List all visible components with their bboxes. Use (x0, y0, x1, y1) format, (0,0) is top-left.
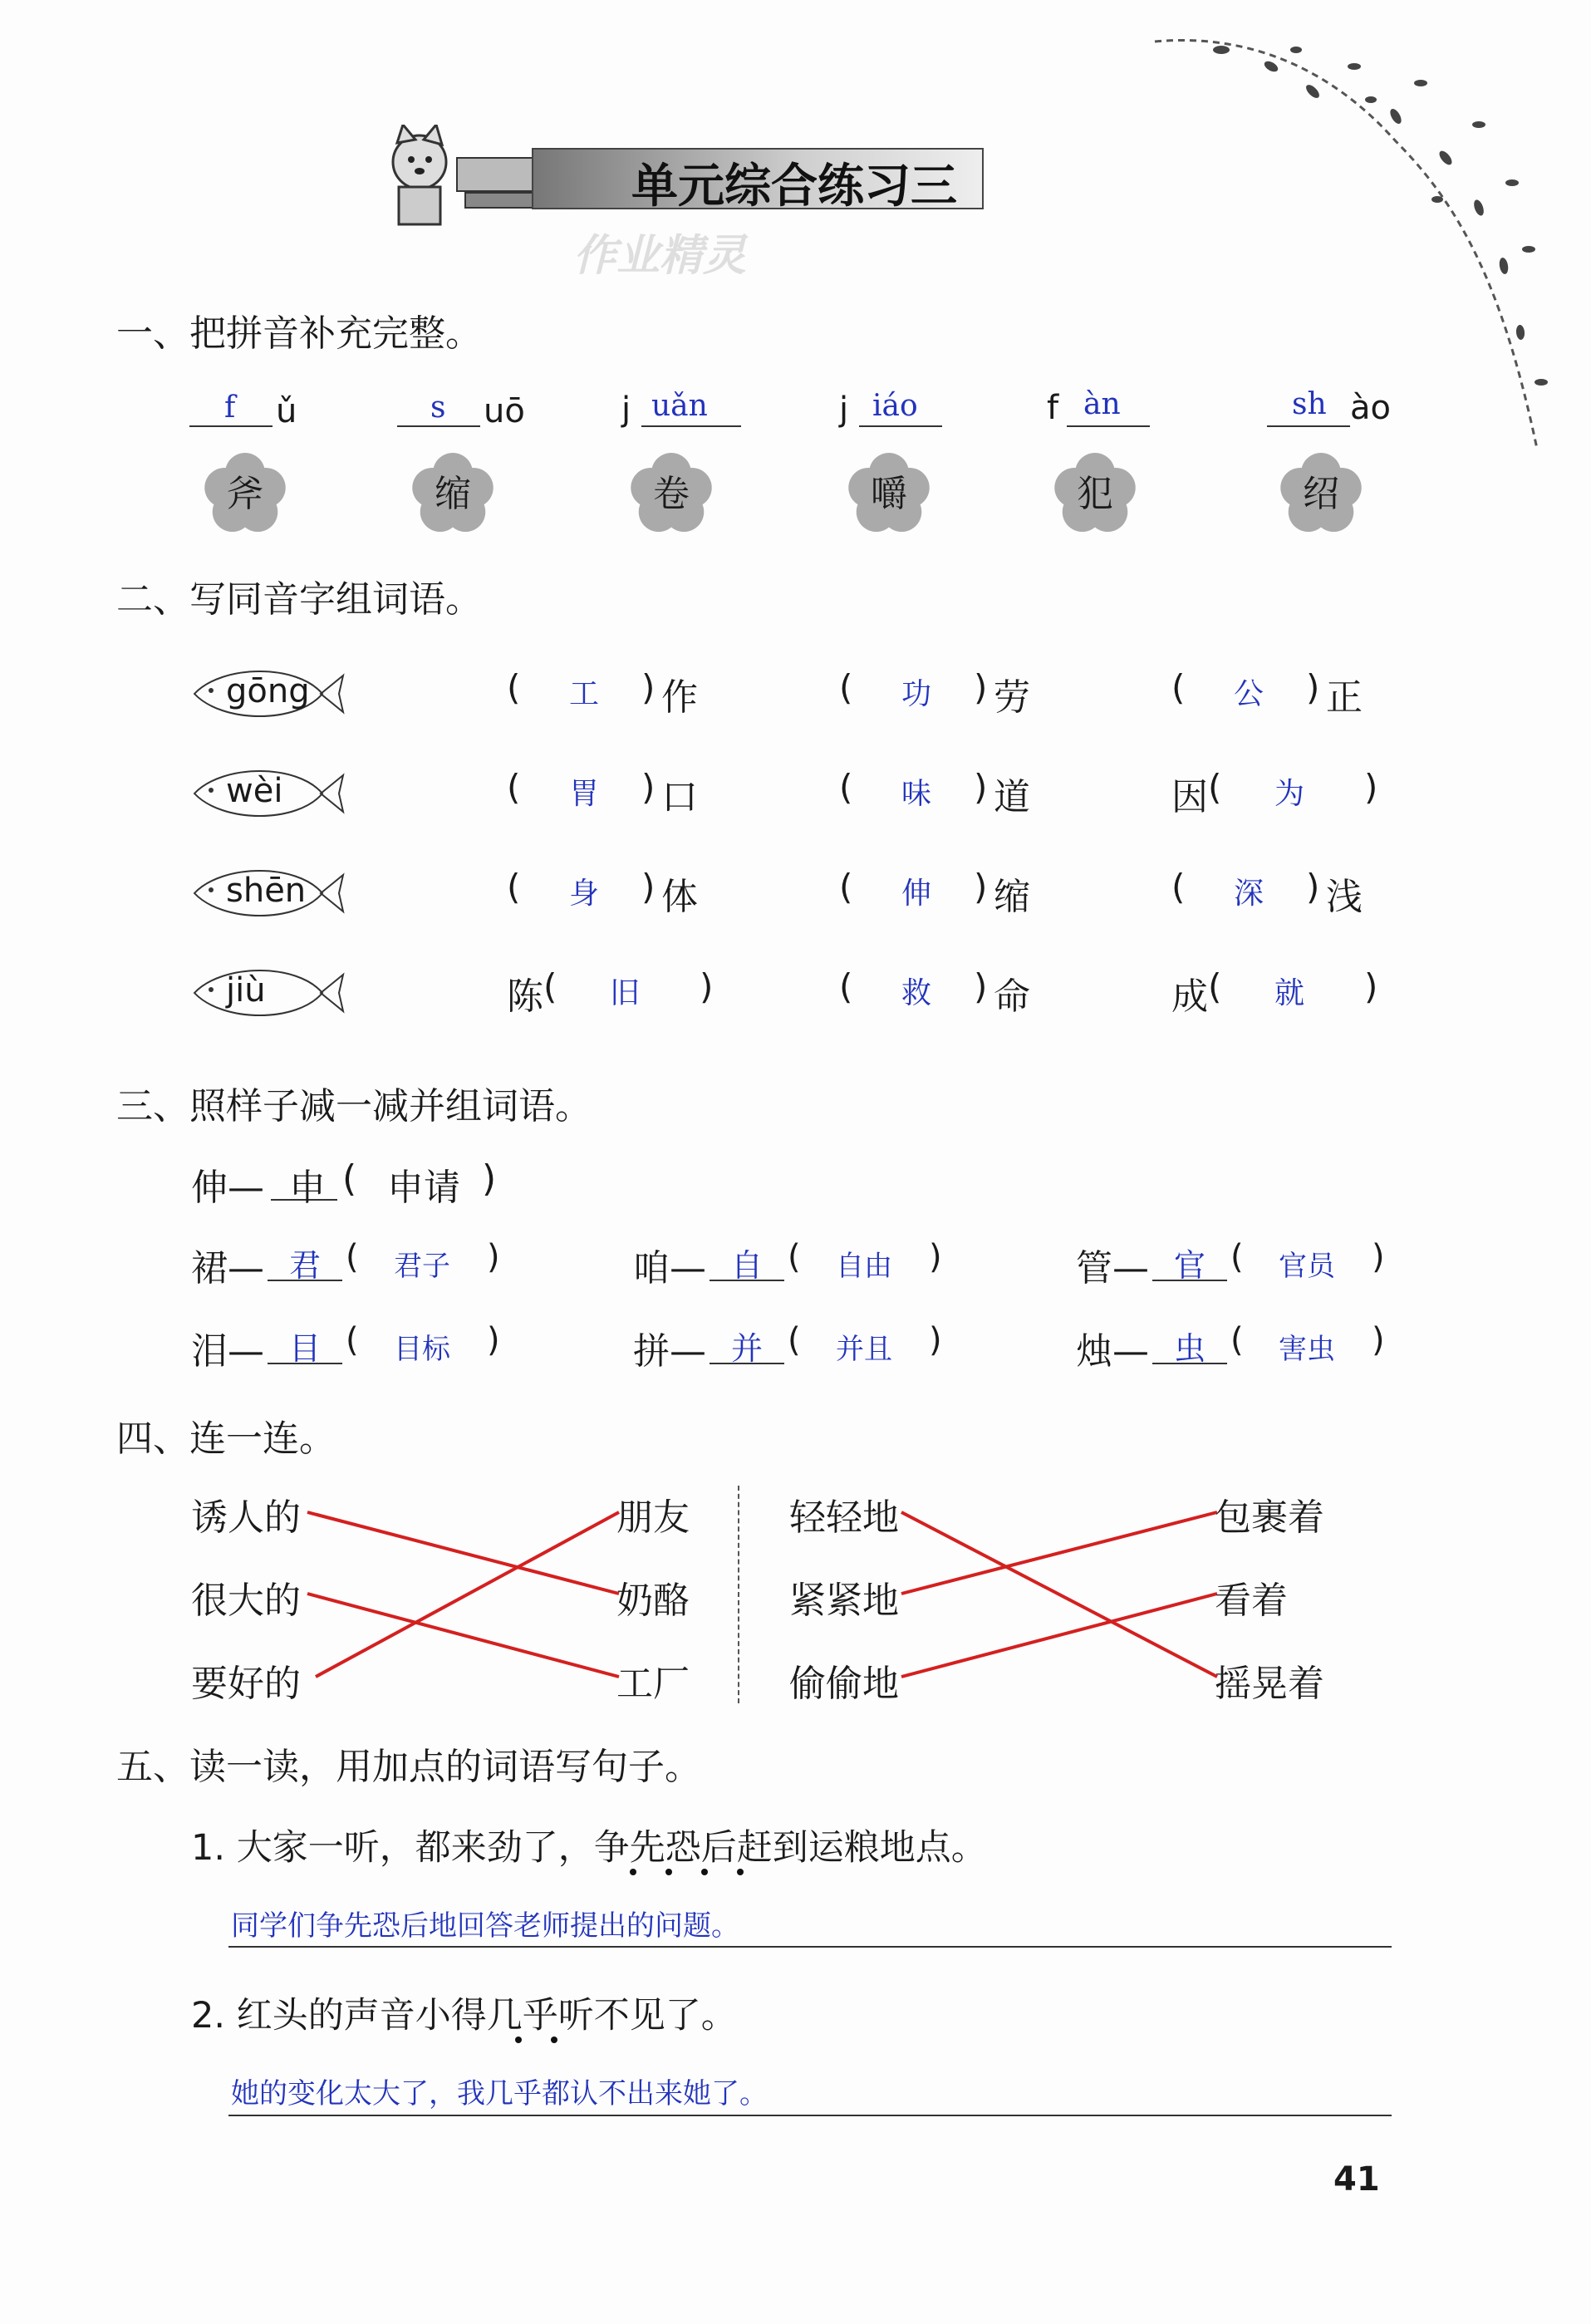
match-right-a-2: 奶酪 (616, 1580, 690, 1622)
answer-line-1 (228, 1946, 1392, 1948)
pinyin-given: uō (484, 392, 525, 430)
homophone-cell: ( 胃 ) 口 (507, 767, 698, 818)
homophone-cell: ( 味 ) 道 (839, 767, 1030, 818)
item-char: 拼— (633, 1330, 706, 1373)
cell-suffix: 口 (661, 776, 698, 818)
match-left-b-1: 轻轻地 (789, 1496, 899, 1539)
answer-1: 同学们争先恐后地回答老师提出的问题。 (231, 1909, 739, 1943)
subtract-item: 泪— 目 ( 目标 ) (191, 1321, 500, 1373)
pinyin-given: j (621, 391, 631, 429)
question-1: 1. 大家一听，都来劲了，争先恐后赶到运粮地点。 (191, 1827, 987, 1869)
item-part: 官 (1174, 1247, 1206, 1284)
item-part: 目 (289, 1330, 322, 1367)
homophone-cell: ( 工 ) 作 (507, 667, 698, 719)
example-word: 申请 (387, 1167, 460, 1209)
cell-answer: 就 (1274, 976, 1305, 1010)
match-left-a-3: 要好的 (191, 1663, 301, 1705)
char-text: 缩 (435, 473, 471, 515)
pinyin-answer: uǎn (651, 389, 708, 423)
item-char: 泪— (191, 1330, 264, 1373)
example-part: 申 (289, 1167, 326, 1209)
pinyin-answer: àn (1083, 387, 1121, 421)
match-line (901, 1512, 1217, 1594)
match-right-a-1: 朋友 (616, 1496, 690, 1539)
pinyin-given: ǔ (276, 392, 297, 430)
pinyin-answer: s (430, 391, 446, 425)
subtract-item: 裙— 君 ( 君子 ) (191, 1238, 500, 1290)
item-word: 君子 (394, 1250, 450, 1283)
pinyin-label: wèi (226, 772, 283, 810)
cell-answer: 身 (569, 877, 600, 911)
subtract-item: 烛— 虫 ( 害虫 ) (1076, 1321, 1385, 1373)
pinyin-given: ào (1350, 389, 1391, 427)
homophone-cell: ( 伸 ) 缩 (839, 867, 1030, 918)
pinyin-label: shēn (226, 872, 307, 910)
cell-suffix: 正 (1326, 676, 1363, 719)
match-right-b-1: 包裹着 (1215, 1496, 1324, 1539)
homophone-cell: ( 公 ) 正 (1171, 667, 1363, 719)
cell-answer: 胃 (569, 777, 600, 811)
match-right-b-3: 摇晃着 (1215, 1663, 1324, 1705)
item-word: 害虫 (1279, 1333, 1335, 1366)
cell-suffix: 作 (661, 676, 698, 719)
homophone-cell: 因 ( 为 ) (1171, 767, 1378, 818)
char-text: 绍 (1303, 473, 1339, 515)
item-word: 官员 (1279, 1250, 1335, 1283)
answer-2: 她的变化太大了，我几乎都认不出来她了。 (231, 2077, 768, 2110)
match-left-a-1: 诱人的 (191, 1496, 301, 1539)
section-2-title: 二、写同音字组词语。 (116, 578, 482, 621)
pinyin-given: j (839, 391, 849, 429)
cell-answer: 救 (901, 976, 932, 1010)
match-divider (738, 1486, 739, 1703)
homophone-cell: 陈 ( 旧 ) (507, 966, 714, 1018)
match-line (307, 1594, 619, 1677)
watermark: 作业精灵 (573, 231, 747, 281)
item-part: 君 (289, 1247, 322, 1284)
cell-answer: 深 (1234, 877, 1264, 911)
cell-prefix: 陈 (507, 975, 543, 1018)
question-2: 2. 红头的声音小得几乎听不见了。 (191, 1995, 737, 2037)
char-text: 嚼 (871, 473, 907, 515)
homophone-cell: ( 深 ) 浅 (1171, 867, 1363, 918)
cell-suffix: 命 (994, 975, 1030, 1018)
homophone-cell: 成 ( 就 ) (1171, 966, 1378, 1018)
cell-answer: 功 (901, 677, 932, 711)
match-right-b-2: 看着 (1215, 1580, 1288, 1622)
cell-answer: 为 (1274, 777, 1305, 811)
subtract-item: 咱— 自 ( 自由 ) (633, 1238, 942, 1290)
item-word: 自由 (836, 1250, 892, 1283)
match-line (901, 1512, 1217, 1677)
cell-suffix: 劳 (994, 676, 1030, 719)
item-char: 烛— (1076, 1330, 1149, 1373)
section-4-title: 四、连一连。 (116, 1417, 336, 1460)
match-left-b-2: 紧紧地 (789, 1580, 899, 1622)
example-row: 伸— 申 ( 申请 ) (191, 1157, 497, 1209)
pinyin-label: jiù (226, 971, 266, 1010)
subtract-item: 拼— 并 ( 并且 ) (633, 1321, 942, 1373)
emphasis-dots-1 (623, 1865, 789, 1882)
pinyin-answer: f (224, 391, 236, 425)
item-char: 管— (1076, 1247, 1149, 1290)
emphasis-dots-2 (508, 2033, 592, 2050)
cell-prefix: 因 (1171, 776, 1208, 818)
char-text: 犯 (1077, 473, 1113, 515)
match-line (307, 1512, 619, 1594)
match-left-b-3: 偷偷地 (789, 1663, 899, 1705)
section-3-title: 三、照样子减一减并组词语。 (116, 1085, 592, 1128)
pinyin-answer: sh (1292, 387, 1327, 421)
cell-prefix: 成 (1171, 975, 1208, 1018)
item-part: 虫 (1174, 1330, 1206, 1367)
cell-answer: 旧 (610, 976, 641, 1010)
item-char: 裙— (191, 1247, 264, 1290)
cell-suffix: 道 (994, 776, 1030, 818)
section-1-title: 一、把拼音补充完整。 (116, 312, 482, 355)
match-line (901, 1594, 1217, 1677)
example-char: 伸— (191, 1167, 264, 1209)
answer-line-2 (228, 2115, 1392, 2116)
match-right-a-3: 工厂 (616, 1663, 690, 1705)
item-part: 自 (731, 1247, 764, 1284)
char-text: 卷 (653, 473, 690, 515)
cell-answer: 味 (901, 777, 932, 811)
page-title: 单元综合练习三 (631, 160, 957, 214)
pinyin-given: f (1047, 389, 1059, 427)
page-number: 41 (1333, 2160, 1380, 2199)
cell-answer: 工 (569, 677, 600, 711)
homophone-cell: ( 救 ) 命 (839, 966, 1030, 1018)
char-text: 斧 (227, 473, 263, 515)
match-left-a-2: 很大的 (191, 1580, 301, 1622)
section-5-title: 五、读一读，用加点的词语写句子。 (116, 1746, 701, 1788)
cell-suffix: 浅 (1326, 876, 1363, 918)
pinyin-answer: iáo (872, 389, 918, 423)
cell-answer: 伸 (901, 877, 932, 911)
cell-answer: 公 (1234, 677, 1264, 711)
subtract-item: 管— 官 ( 官员 ) (1076, 1238, 1385, 1290)
cell-suffix: 缩 (994, 876, 1030, 918)
item-word: 并且 (836, 1333, 892, 1366)
homophone-cell: ( 功 ) 劳 (839, 667, 1030, 719)
cell-suffix: 体 (661, 876, 698, 918)
pinyin-label: gōng (226, 672, 310, 710)
item-char: 咱— (633, 1247, 706, 1290)
homophone-cell: ( 身 ) 体 (507, 867, 698, 918)
item-part: 并 (731, 1330, 764, 1367)
item-word: 目标 (394, 1333, 450, 1366)
match-line (316, 1512, 619, 1677)
